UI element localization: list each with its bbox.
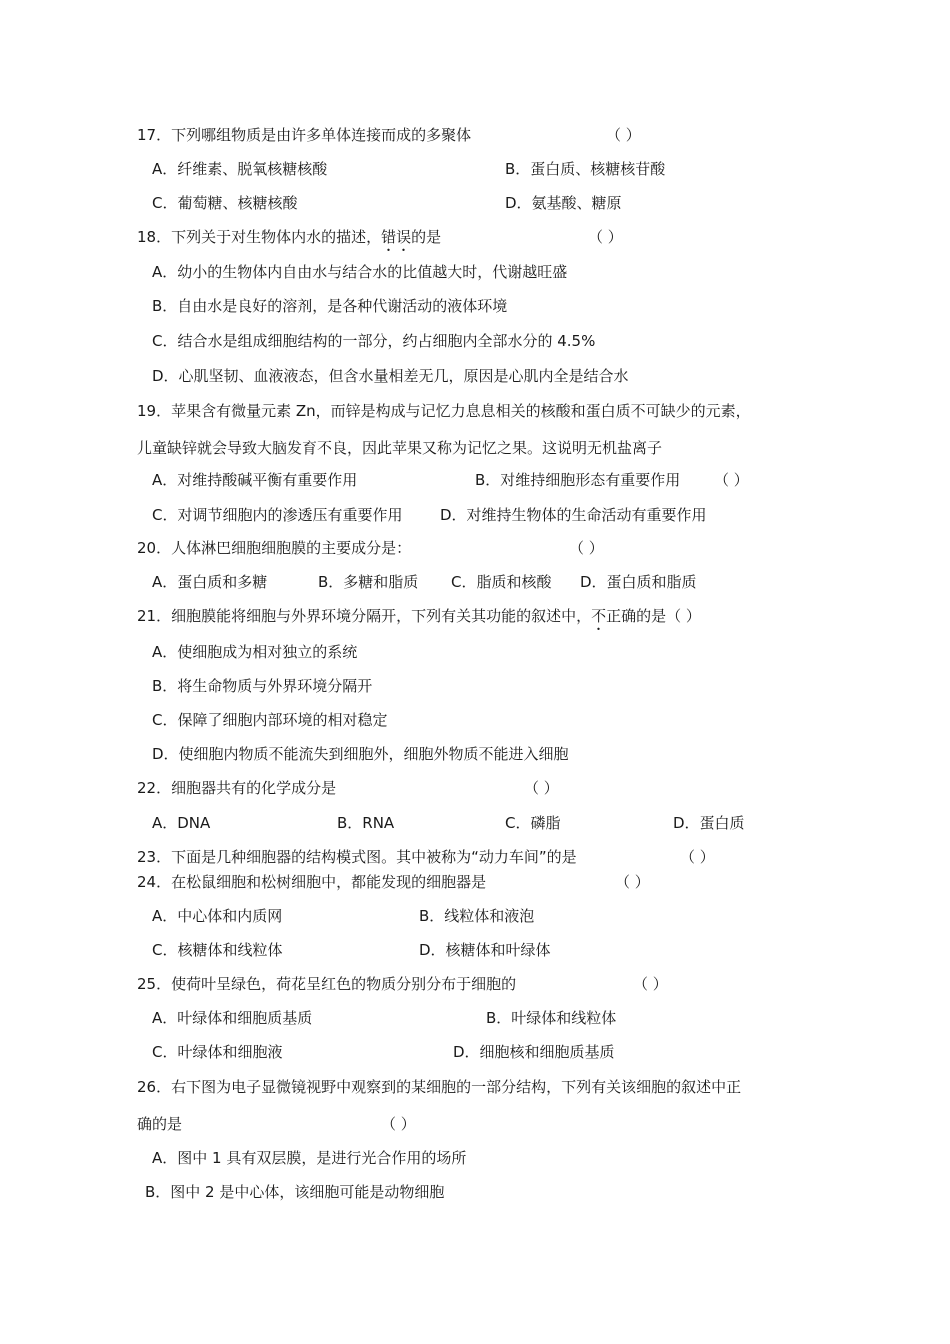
q19-stem-line2: 儿童缺锌就会导致大脑发育不良，因此苹果又称为记忆之果。这说明无机盐离子 [137, 439, 663, 457]
q25-stem: 25．使荷叶呈绿色，荷花呈红色的物质分别分布于细胞的 [137, 975, 517, 993]
q23-answer-blank: （ ） [680, 848, 715, 866]
q18-option-b: B．自由水是良好的溶剂，是各种代谢活动的液体环境 [152, 297, 508, 315]
q21-option-c: C．保障了细胞内部环境的相对稳定 [152, 711, 388, 729]
q21-stem-emphasis: 不 [591, 607, 607, 625]
q17-option-d: D．氨基酸、糖原 [505, 194, 622, 212]
q17-stem: 17．下列哪组物质是由许多单体连接而成的多聚体 [137, 126, 472, 144]
q24-option-d: D．核糖体和叶绿体 [419, 941, 551, 959]
q23-stem: 23．下面是几种细胞器的结构模式图。其中被称为“动力车间”的是 [137, 848, 577, 866]
q26-stem-line1: 26．右下图为电子显微镜视野中观察到的某细胞的一部分结构，下列有关该细胞的叙述中正 [137, 1078, 742, 1096]
q19-option-b: B．对维持细胞形态有重要作用 [475, 471, 681, 489]
q26-option-b: B．图中 2 是中心体，该细胞可能是动物细胞 [145, 1183, 445, 1201]
q21-stem-post: 正确的是（ ） [606, 607, 701, 625]
q19-option-c: C．对调节细胞内的渗透压有重要作用 [152, 506, 403, 524]
q19-option-a: A．对维持酸碱平衡有重要作用 [152, 471, 358, 489]
q25-option-b: B．叶绿体和线粒体 [486, 1009, 617, 1027]
q18-stem [137, 227, 441, 255]
q18-stem-post: 的是 [411, 228, 442, 246]
q17-answer-blank: （ ） [606, 126, 641, 144]
q22-option-d: D．蛋白质 [673, 814, 745, 832]
q20-option-d: D．蛋白质和脂质 [580, 573, 697, 591]
q25-option-a: A．叶绿体和细胞质基质 [152, 1009, 313, 1027]
q26-option-a: A．图中 1 具有双层膜，是进行光合作用的场所 [152, 1149, 467, 1167]
q26-answer-blank: （ ） [381, 1115, 416, 1133]
q25-answer-blank: （ ） [633, 975, 668, 993]
q17-option-b: B．蛋白质、核糖核苷酸 [505, 160, 666, 178]
q17-option-a: A．纤维素、脱氧核糖核酸 [152, 160, 328, 178]
q26-stem-line2: 确的是 [137, 1115, 183, 1133]
q18-option-d: D．心肌坚韧、血液液态，但含水量相差无几，原因是心肌内全是结合水 [152, 367, 629, 385]
q19-option-d: D．对维持生物体的生命活动有重要作用 [440, 506, 707, 524]
q22-stem: 22．细胞器共有的化学成分是 [137, 779, 337, 797]
q21-option-b: B．将生命物质与外界环境分隔开 [152, 677, 373, 695]
q20-stem: 20．人体淋巴细胞细胞膜的主要成分是： [137, 539, 412, 557]
q24-option-c: C．核糖体和线粒体 [152, 941, 283, 959]
q20-answer-blank: （ ） [569, 539, 604, 557]
q18-stem-emphasis: 错误 [381, 228, 412, 246]
q22-option-b: B．RNA [337, 814, 395, 832]
q20-option-a: A．蛋白质和多糖 [152, 573, 268, 591]
q18-option-c: C．结合水是组成细胞结构的一部分，约占细胞内全部水分的 4.5% [152, 332, 596, 350]
q25-option-d: D．细胞核和细胞质基质 [453, 1043, 615, 1061]
q17-option-c: C．葡萄糖、核糖核酸 [152, 194, 298, 212]
q21-stem [137, 606, 701, 634]
q18-option-a: A．幼小的生物体内自由水与结合水的比值越大时，代谢越旺盛 [152, 263, 568, 281]
q24-option-a: A．中心体和内质网 [152, 907, 283, 925]
q21-option-d: D．使细胞内物质不能流失到细胞外，细胞外物质不能进入细胞 [152, 745, 569, 763]
q24-stem: 24．在松鼠细胞和松树细胞中，都能发现的细胞器是 [137, 873, 487, 891]
q21-option-a: A．使细胞成为相对独立的系统 [152, 643, 358, 661]
q21-stem-pre: 21．细胞膜能将细胞与外界环境分隔开，下列有关其功能的叙述中， [137, 607, 592, 625]
q22-answer-blank: （ ） [524, 779, 559, 797]
q19-answer-blank: （ ） [714, 471, 749, 489]
q18-stem-pre: 18．下列关于对生物体内水的描述， [137, 228, 382, 246]
q18-answer-blank: （ ） [588, 228, 623, 246]
q24-answer-blank: （ ） [615, 873, 650, 891]
q20-option-c: C．脂质和核酸 [451, 573, 552, 591]
q25-option-c: C．叶绿体和细胞液 [152, 1043, 283, 1061]
q22-option-c: C．磷脂 [505, 814, 561, 832]
q19-stem-line1: 19．苹果含有微量元素 Zn，而锌是构成与记忆力息息相关的核酸和蛋白质不可缺少的元素， [137, 402, 751, 420]
q24-option-b: B．线粒体和液泡 [419, 907, 535, 925]
q20-option-b: B．多糖和脂质 [318, 573, 419, 591]
q22-option-a: A．DNA [152, 814, 211, 832]
